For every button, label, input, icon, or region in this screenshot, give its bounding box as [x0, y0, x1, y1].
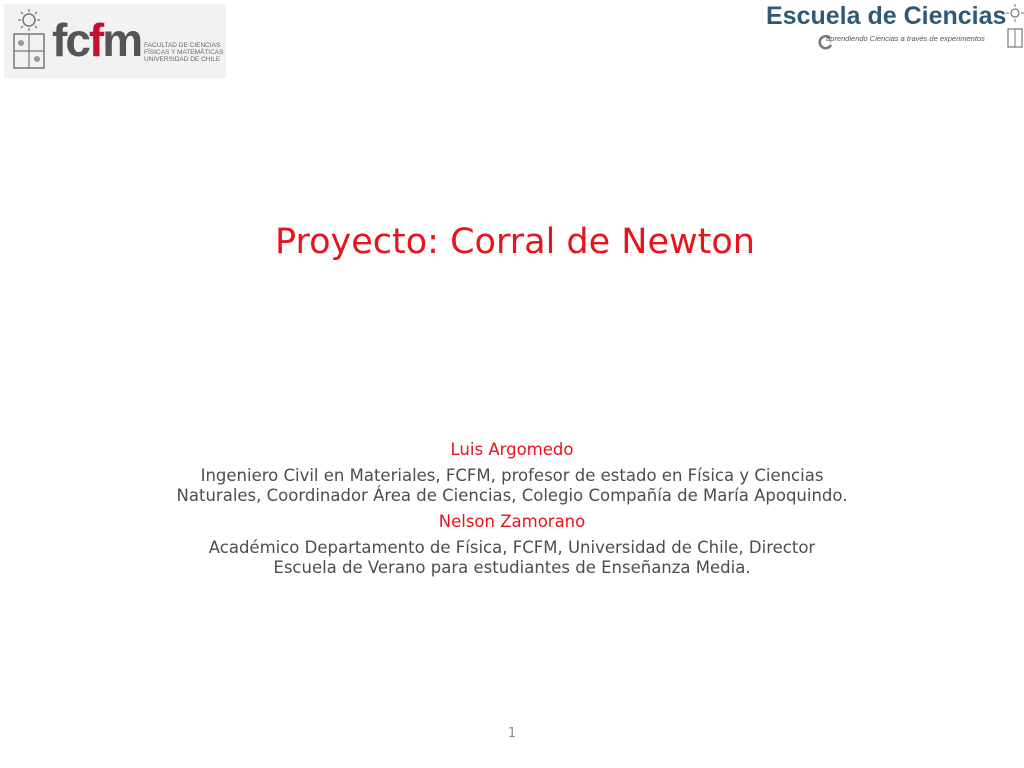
faculty-line: UNIVERSIDAD DE CHILE	[144, 56, 221, 63]
page-number: 1	[507, 726, 517, 741]
fcfm-word-pre: fc	[52, 14, 89, 66]
escuela-de-ciencias-logo	[762, 0, 1024, 52]
university-emblem-icon	[8, 8, 50, 74]
emblem-icon	[1007, 28, 1023, 48]
escuela-subtitle: aprendiendo Ciencias a través de experimentos	[826, 34, 985, 43]
faculty-line: FACULTAD DE CIENCIAS	[144, 42, 221, 49]
sun-icon	[1006, 4, 1024, 22]
fcfm-wordmark	[52, 14, 141, 66]
authors-block	[176, 440, 848, 584]
escuela-title: Escuela de Ciencias	[766, 2, 1007, 30]
fcfm-logo	[4, 4, 226, 78]
faculty-line: FÍSICAS Y MATEMÁTICAS	[144, 49, 224, 56]
slide-title: Proyecto: Corral de Newton	[275, 222, 755, 262]
author-name: Nelson Zamorano	[438, 512, 586, 531]
fcfm-word-j: f	[88, 14, 103, 66]
fcfm-word-post: m	[102, 14, 142, 66]
author-description: Académico Departamento de Física, FCFM, Universidad de Chile, Director Escuela de Verano para estudiantes de Enseñanza Media.	[208, 538, 816, 577]
faculty-name	[144, 42, 228, 63]
author-name: Luis Argomedo	[450, 440, 574, 459]
author-description: Ingeniero Civil en Materiales, FCFM, profesor de estado en Física y Ciencias Naturales, Coordinador Área de Ciencias, Colegio Compañía de María Apoquindo.	[176, 466, 848, 505]
